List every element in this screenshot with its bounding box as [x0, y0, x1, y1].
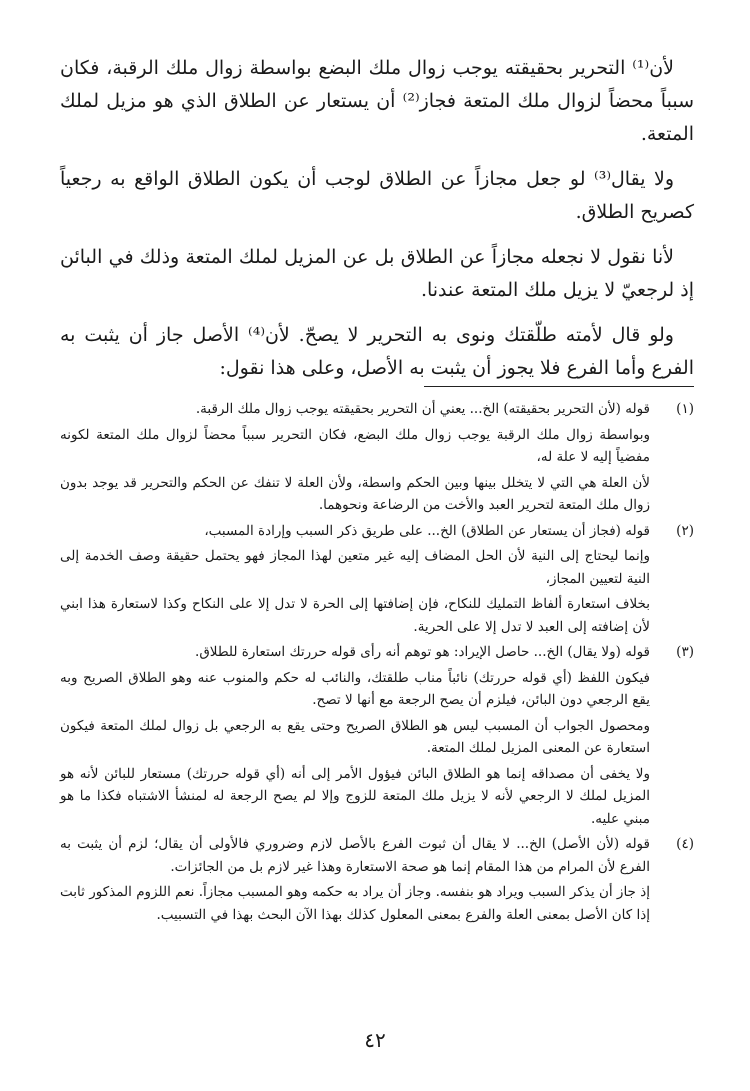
paragraph-1: لأن⁽¹⁾ التحرير بحقيقته يوجب زوال ملك البضع بواسطة زوال ملك الرقبة، فكان سبباً محضاً لزوال ملك المتعة فجاز⁽²⁾ أن يستعار عن الطلاق الذي هو مزيل لملك المتعة.: [60, 57, 694, 145]
footnote-line: قوله (ولا يقال) الخ... حاصل الإيراد: هو توهم أنه رأى قوله حررتك استعارة للطلاق.: [195, 644, 650, 660]
footnote-line: إذ جاز أن يذكر السبب ويراد هو بنفسه. وجاز أن يراد به حكمه وهو المسبب مجازاً. نعم اللزوم المذكور ثابت إذا كان الأصل بمعنى العلة والفرع بمعنى المعلول كذلك بهذا الآن البحث بهذا في التسبيب.: [60, 884, 650, 923]
paragraph-2: ولا يقال⁽³⁾ لو جعل مجازاً عن الطلاق لوجب أن يكون الطلاق الواقع به رجعياً كصريح الطلاق.: [60, 168, 694, 223]
footnote-divider: [424, 386, 694, 387]
footnotes: [60, 398, 694, 929]
footnote-text: [60, 833, 650, 929]
main-text: [60, 52, 694, 397]
footnote-number: (١): [676, 401, 694, 417]
footnote-number: (٤): [676, 836, 694, 852]
footnote-number: (٢): [676, 522, 694, 539]
footnote-line: بخلاف استعارة ألفاظ التمليك للنكاح، فإن إضافتها إلى الحرة لا تدل إلا على النكاح وكذا لاستعارة هذا ابني لأن إضافته إلى العبد لا تدل إلا على الحرية.: [60, 596, 650, 635]
footnote-2: [60, 520, 694, 642]
footnote-line: لأن العلة هي التي لا يتخلل بينها وبين الحكم واسطة، ولأن العلة لا تنفك عن الحكم والتحرير قد يوجد بدون زوال ملك المتعة لتحرير العبد والأخت من الرضاعة ونحوهما.: [60, 474, 650, 513]
footnote-line: فيكون اللفظ (أي قوله حررتك) نائباً مناب طلقتك، والنائب له حكم والمنوب عنه وهو الطلاق الصريح وبه يقع الرجعي دون البائن، فيلزم أن يصح الرجعة مع أنها لا تصح.: [60, 669, 650, 708]
footnote-line: وبواسطة زوال ملك الرقبة يوجب زوال ملك البضع، فكان التحرير سبباً محضاً لزوال ملك المتعة لكونه مفضياً إليه لا علة له،: [60, 426, 650, 465]
footnote-line: قوله (لأن التحرير بحقيقته) الخ... يعني أن التحرير بحقيقته يوجب زوال ملك الرقبة.: [195, 401, 650, 417]
footnote-4: [60, 833, 694, 929]
footnote-line: قوله (لأن الأصل) الخ... لا يقال أن ثبوت الفرع بالأصل لازم وضروري فالأولى أن يقال؛ لزم أن يثبت به الفرع لأن المرام من هذا المقام إنما هو صحة الاستعارة وهذا غير لازم بل من الجائزات.: [60, 836, 650, 875]
footnote-text: [60, 641, 650, 833]
footnote-line: ومحصول الجواب أن المسبب ليس هو الطلاق الصريح وحتى يقع به الرجعي بل زوال لملك المتعة فيكون استعارة عن المعنى المزيل لملك المتعة.: [60, 717, 650, 756]
footnote-number: (٣): [676, 644, 694, 660]
footnote-text: [60, 520, 650, 642]
page-number: ٤٢: [364, 1028, 386, 1052]
footnote-3: [60, 641, 694, 833]
footnote-text: [60, 398, 650, 520]
paragraph-4: ولو قال لأمته طلّقتك ونوى به التحرير لا يصحّ. لأن⁽⁴⁾ الأصل جاز أن يثبت به الفرع وأما الفرع فلا يجوز أن يثبت به الأصل، وعلى هذا نقول:: [60, 324, 694, 379]
paragraph-3: لأنا نقول لا نجعله مجازاً عن الطلاق بل عن المزيل لملك المتعة وذلك في البائن إذ لرجعيّ لا يزيل ملك المتعة عندنا.: [60, 246, 694, 301]
footnote-line: وإنما ليحتاج إلى النية لأن الحل المضاف إليه غير متعين لهذا المجاز فهو يحتمل حقيقة وصف الخدمة إلى النية لتعيين المجاز،: [60, 548, 650, 587]
footnote-1: [60, 398, 694, 520]
footnote-line: قوله (فجاز أن يستعار عن الطلاق) الخ... على طريق ذكر السبب وإرادة المسبب،: [204, 522, 650, 539]
footnote-line: ولا يخفى أن مصداقه إنما هو الطلاق البائن فيؤول الأمر إلى أنه (أي قوله حررتك) مستعار للبائن لأنه هو المزيل لملك لا الرجعي لأنه لا يزيل ملك المتعة للزوج وإلا لم يصح الرجعة له لمنشأ الاشتباه فكذا ما هو مبني عليه.: [60, 765, 650, 827]
